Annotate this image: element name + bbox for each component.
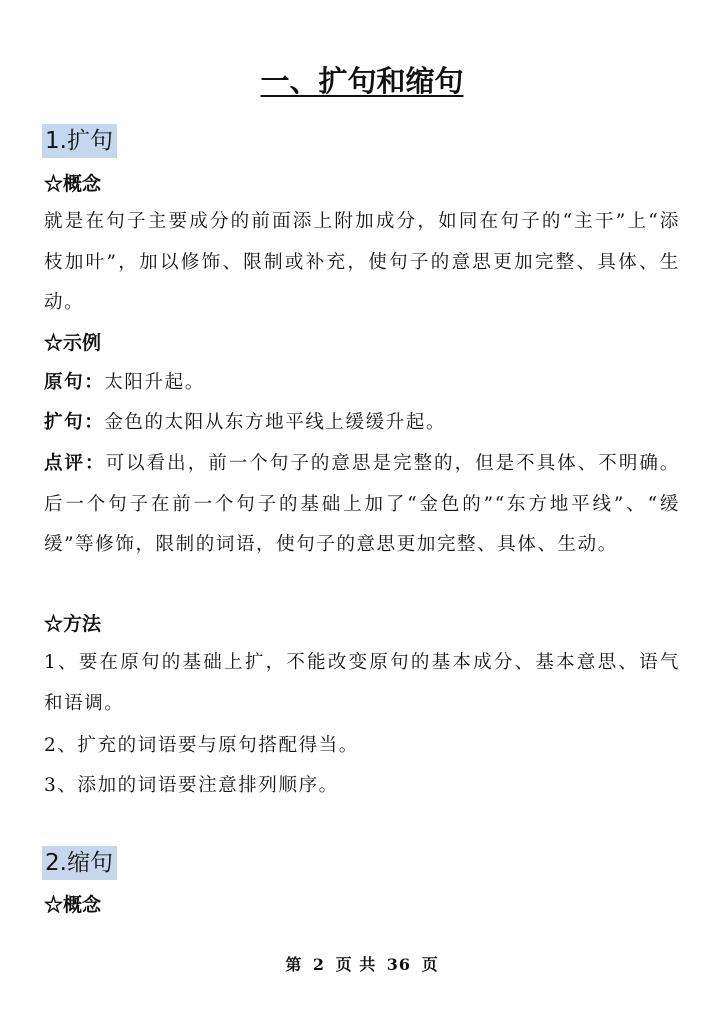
original-sentence xyxy=(44,370,205,396)
method-item-1: 1、要在原句的基础上扩，不能改变原句的基本成分、基本意思、语气和语调。 xyxy=(44,652,680,714)
original-label: 原句： xyxy=(44,372,105,393)
original-text: 太阳升起。 xyxy=(104,372,205,393)
method-heading: ☆方法 xyxy=(44,613,102,635)
expanded-label: 扩句： xyxy=(44,412,105,433)
expanded-sentence xyxy=(44,410,446,436)
section-heading-shrink: 2.缩句 xyxy=(42,846,117,880)
method-item-2: 2、扩充的词语要与原句搭配得当。 xyxy=(44,735,359,756)
concept-heading: ☆概念 xyxy=(44,173,102,195)
page-number-footer: 第 2 页 共 36 页 xyxy=(285,955,439,974)
section-heading-expand: 1.扩句 xyxy=(42,124,117,158)
comment-label: 点评： xyxy=(44,453,106,474)
comment-paragraph xyxy=(44,444,680,566)
concept-paragraph: 就是在句子主要成分的前面添上附加成分，如同在句子的“主干”上“添枝加叶”，加以修饰、限制或补充，使句子的意思更加完整、具体、生动。 xyxy=(44,211,680,313)
method-item-3: 3、添加的词语要注意排列顺序。 xyxy=(44,775,339,796)
expanded-text: 金色的太阳从东方地平线上缓缓升起。 xyxy=(104,412,447,433)
current-page: 2 xyxy=(312,955,326,974)
total-pages: 36 xyxy=(386,955,412,974)
example-heading: ☆示例 xyxy=(44,332,102,354)
concept-heading-2: ☆概念 xyxy=(44,894,102,916)
page-title: 一、扩句和缩句 xyxy=(260,64,464,98)
comment-text: 可以看出，前一个句子的意思是完整的，但是不具体、不明确。后一个句子在前一个句子的基础上加了“金色的”“东方地平线”、“缓缓”等修饰，限制的词语，使句子的意思更加完整、具体、生动。 xyxy=(44,453,680,555)
